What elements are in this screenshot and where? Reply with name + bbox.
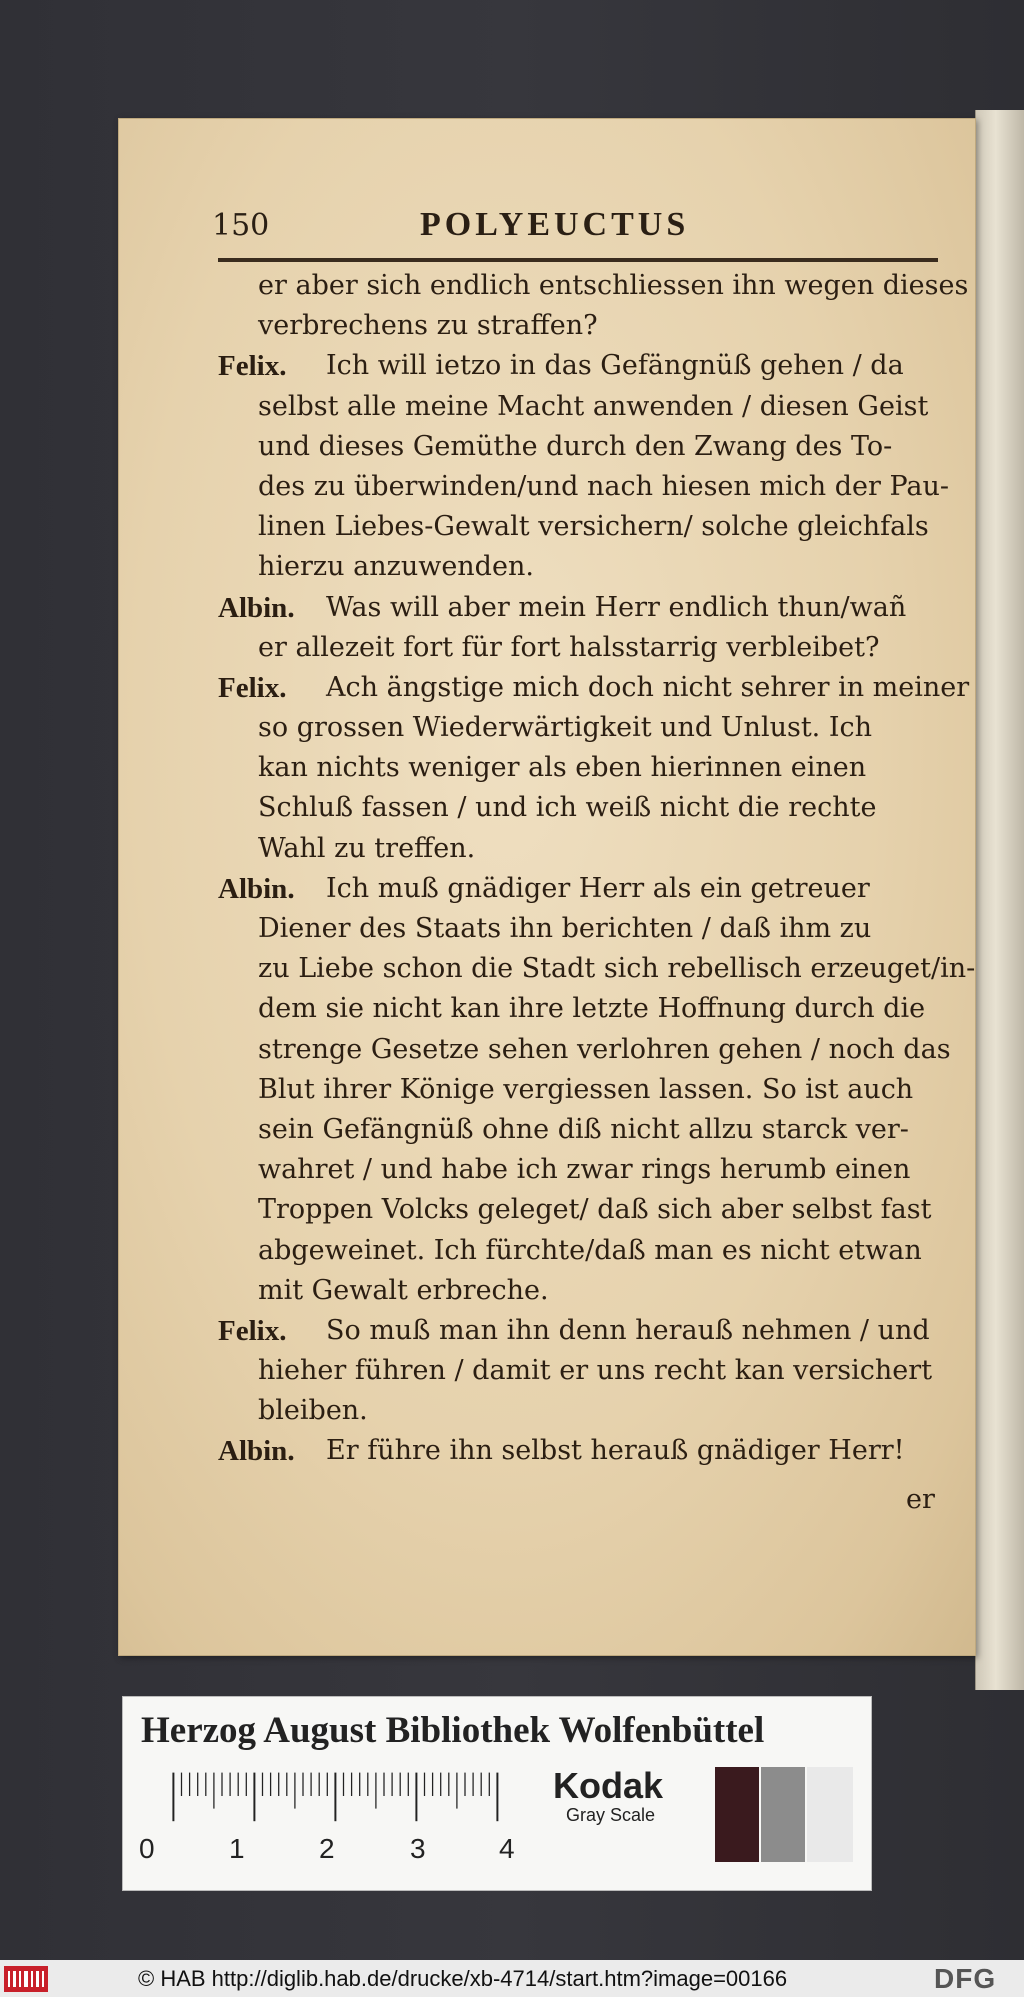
speaker-name: Albin. xyxy=(218,1435,295,1468)
line-text: sein Gefängnüß ohne diß nicht allzu starck ver- xyxy=(258,1113,909,1145)
line-text: abgeweinet. Ich fürchte/daß man es nicht etwan xyxy=(258,1234,922,1266)
text-line xyxy=(210,1231,950,1271)
text-line xyxy=(210,1110,950,1150)
text-line xyxy=(210,1190,950,1230)
ruler-number: 0 xyxy=(139,1833,155,1864)
text-line xyxy=(210,909,950,949)
page-header xyxy=(212,204,932,260)
line-text: Troppen Volcks geleget/ daß sich aber selbst fast xyxy=(258,1194,932,1226)
text-line xyxy=(210,708,950,748)
text-line xyxy=(210,306,950,346)
line-text: kan nichts weniger als eben hierinnen einen xyxy=(258,752,867,784)
text-line xyxy=(210,1431,950,1471)
text-line xyxy=(210,869,950,909)
library-name: Herzog August Bibliothek Wolfenbüttel xyxy=(141,1710,765,1751)
speaker-name: Felix. xyxy=(218,1314,287,1347)
line-text: Er führe ihn selbst herauß gnädiger Herr! xyxy=(326,1435,905,1467)
text-line xyxy=(210,668,970,708)
line-text: hieher führen / damit er uns recht kan versichert xyxy=(258,1355,933,1387)
color-calibration-bar xyxy=(122,1696,872,1891)
text-line xyxy=(210,1030,950,1070)
line-text: dem sie nicht kan ihre letzte Hoffnung durch die xyxy=(258,993,926,1025)
kodak-logo: Kodak xyxy=(553,1765,664,1806)
text-line xyxy=(210,507,950,547)
footer-bar xyxy=(0,1960,1024,1997)
text-line xyxy=(210,1070,950,1110)
text-line xyxy=(210,829,950,869)
text-line xyxy=(210,949,976,989)
header-rule xyxy=(218,258,938,262)
line-text: Blut ihrer Könige vergiessen lassen. So ist auch xyxy=(258,1073,914,1105)
line-text: So muß man ihn denn herauß nehmen / und xyxy=(326,1314,930,1346)
page-text xyxy=(210,266,976,1472)
line-text: verbrechens zu straffen? xyxy=(258,310,598,342)
text-line xyxy=(210,788,950,828)
line-text: des zu überwinden/und nach hiesen mich der Pau- xyxy=(258,470,950,502)
text-line xyxy=(210,346,950,386)
running-head: POLYEUCTUS xyxy=(420,206,690,243)
line-text: Was will aber mein Herr endlich thun/wañ xyxy=(326,591,907,623)
ruler-number: 1 xyxy=(229,1833,245,1864)
gray-scale-label: Gray Scale xyxy=(566,1805,656,1825)
text-line xyxy=(210,748,950,788)
line-text: er aber sich endlich entschliessen ihn wegen dieses xyxy=(258,270,969,301)
dfg-logo: DFG xyxy=(934,1963,997,1994)
text-line xyxy=(210,588,950,628)
catchword: er xyxy=(906,1484,935,1515)
line-text: hierzu anzuwenden. xyxy=(258,551,534,583)
line-text: mit Gewalt erbreche. xyxy=(258,1274,549,1306)
ruler-number: 4 xyxy=(499,1833,515,1864)
line-text: wahret / und habe ich zwar rings herumb einen xyxy=(258,1154,911,1186)
next-page-edge xyxy=(975,110,1024,1690)
text-line xyxy=(210,1271,950,1311)
line-text: er allezeit fort für fort halsstarrig verbleibet? xyxy=(258,631,880,663)
line-text: Ich will ietzo in das Gefängnüß gehen / da xyxy=(326,350,904,382)
text-line xyxy=(210,1391,950,1431)
line-text: bleiben. xyxy=(258,1395,368,1427)
text-line xyxy=(210,1351,950,1391)
speaker-name: Felix. xyxy=(218,350,287,383)
text-line xyxy=(210,628,950,668)
speaker-name: Felix. xyxy=(218,671,287,704)
gray-patch-dark xyxy=(715,1767,759,1862)
text-line xyxy=(210,989,950,1029)
speaker-name: Albin. xyxy=(218,872,295,905)
text-line xyxy=(210,266,969,306)
line-text: Wahl zu treffen. xyxy=(258,832,476,864)
line-text: Ich muß gnädiger Herr als ein getreuer xyxy=(326,872,870,904)
gray-patch-mid xyxy=(761,1767,805,1862)
text-line xyxy=(210,547,950,587)
text-line xyxy=(210,1150,950,1190)
ruler-number: 2 xyxy=(319,1833,335,1864)
line-text: so grossen Wiederwärtigkeit und Unlust. Ich xyxy=(258,712,873,744)
line-text: linen Liebes-Gewalt versichern/ solche gleichfals xyxy=(258,511,929,543)
gray-patch-light xyxy=(807,1767,853,1862)
text-line xyxy=(210,427,950,467)
line-text: Ach ängstige mich doch nicht sehrer in meiner xyxy=(326,671,970,703)
speaker-name: Albin. xyxy=(218,591,295,624)
barcode-icon xyxy=(4,1966,48,1992)
text-line xyxy=(210,1311,950,1351)
line-text: zu Liebe schon die Stadt sich rebellisch erzeuget/in- xyxy=(258,953,976,985)
line-text: Diener des Staats ihn berichten / daß ihm zu xyxy=(258,913,872,944)
line-text: strenge Gesetze sehen verlohren gehen / noch das xyxy=(258,1033,951,1065)
page-number: 150 xyxy=(212,208,270,243)
text-line xyxy=(210,467,950,507)
ruler-number: 3 xyxy=(410,1833,426,1864)
line-text: selbst alle meine Macht anwenden / diesen Geist xyxy=(258,390,929,422)
line-text: Schluß fassen / und ich weiß nicht die rechte xyxy=(258,792,877,824)
source-url[interactable]: © HAB http://diglib.hab.de/drucke/xb-4714/start.htm?image=00166 xyxy=(138,1966,788,1991)
line-text: und dieses Gemüthe durch den Zwang des To- xyxy=(258,430,893,462)
text-line xyxy=(210,387,950,427)
